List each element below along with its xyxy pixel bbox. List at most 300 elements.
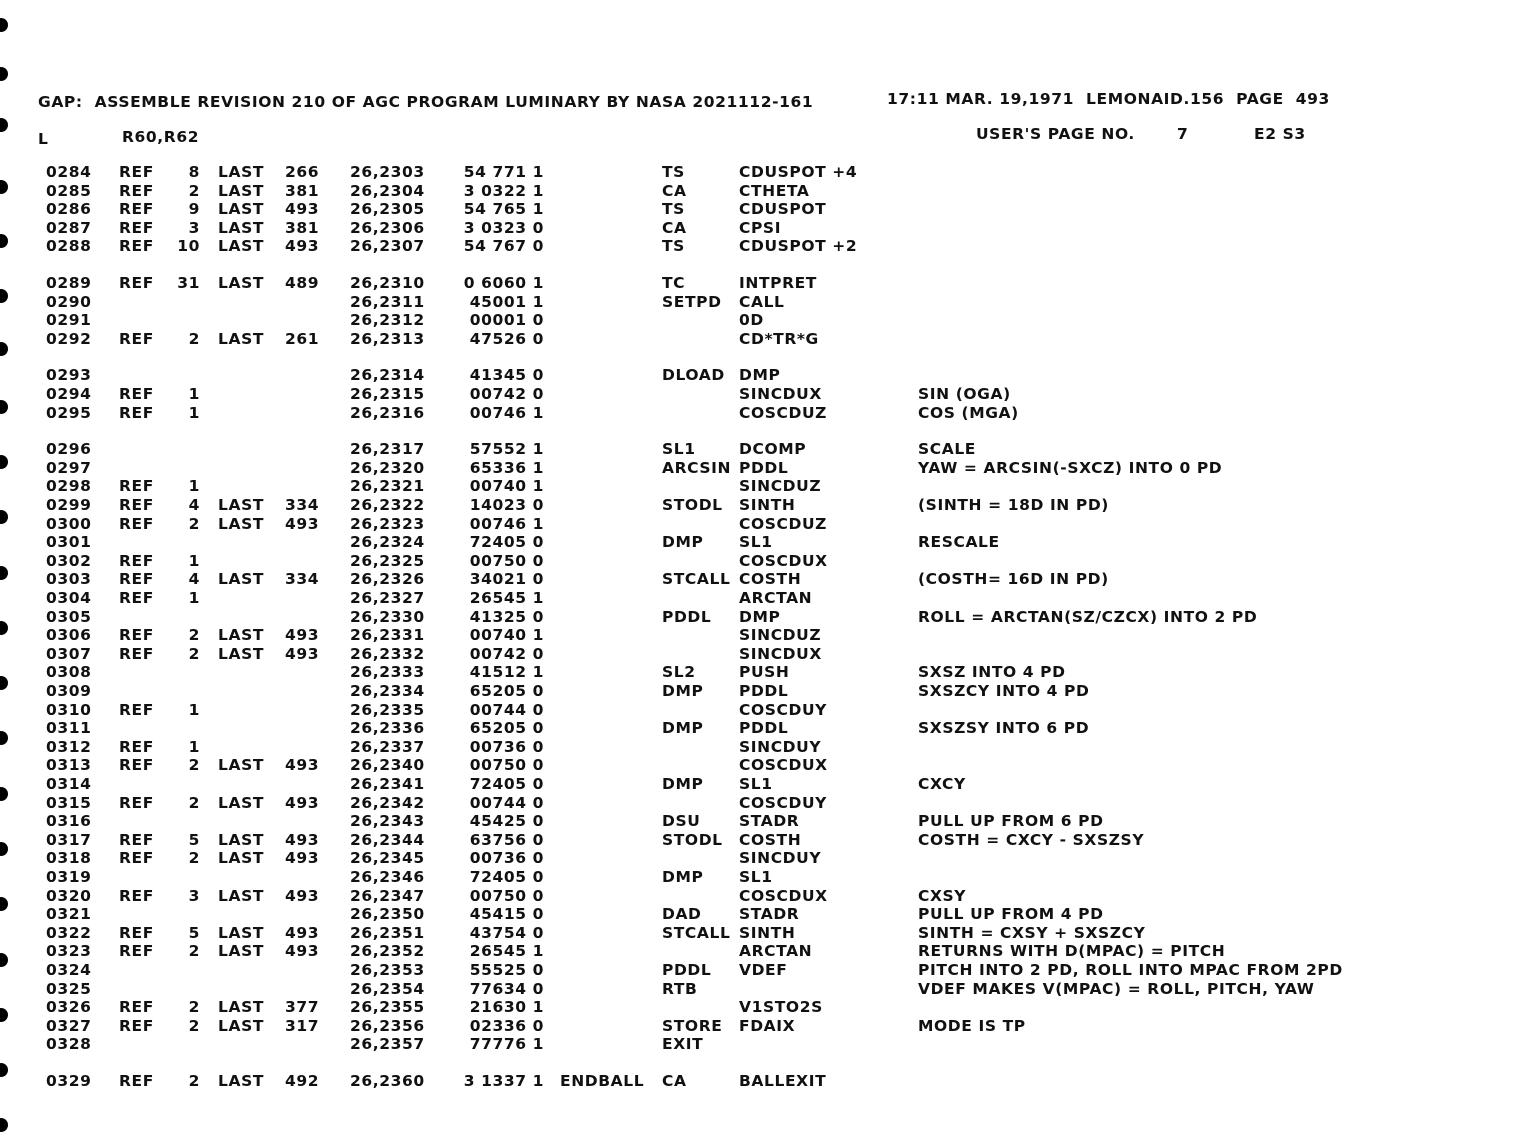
operand: 0D [739, 311, 764, 330]
octal-code: 00746 1 [469, 514, 544, 533]
listing-row [0, 738, 1536, 757]
line-number: 0287 [46, 218, 92, 237]
memory-address: 26,2355 [350, 998, 425, 1017]
operand: COSCDUY [739, 793, 827, 812]
listing-row [0, 868, 1536, 887]
last-page: 493 [285, 237, 320, 256]
ref-keyword: REF [119, 998, 154, 1017]
line-number: 0289 [46, 274, 92, 292]
octal-code: 26545 1 [469, 942, 544, 961]
ref-count: 2 [188, 1016, 200, 1035]
line-number: 0303 [46, 570, 92, 589]
octal-code: 45001 1 [469, 292, 544, 311]
ref-keyword: REF [119, 477, 154, 496]
opcode: DAD [662, 905, 702, 924]
octal-code: 47526 0 [469, 329, 544, 348]
ref-keyword: REF [119, 849, 154, 868]
octal-code: 41345 0 [469, 366, 544, 385]
octal-code: 65336 1 [469, 458, 544, 477]
line-number: 0324 [46, 961, 92, 979]
last-page: 493 [285, 644, 320, 663]
listing-row [0, 905, 1536, 924]
ref-count: 4 [188, 496, 200, 514]
ref-keyword: REF [119, 551, 154, 570]
ref-count: 2 [188, 1072, 200, 1090]
operand: ARCTAN [739, 589, 813, 607]
line-number: 0305 [46, 607, 92, 626]
operand: FDAIX [739, 1016, 796, 1035]
ref-keyword: REF [119, 181, 154, 200]
memory-address: 26,2332 [350, 644, 425, 663]
memory-address: 26,2321 [350, 477, 425, 496]
ref-keyword: REF [119, 570, 154, 589]
memory-address: 26,2350 [350, 905, 425, 924]
octal-code: 00744 0 [469, 700, 544, 719]
last-keyword: LAST [218, 496, 265, 514]
last-keyword: LAST [218, 274, 265, 292]
listing-row [0, 831, 1536, 850]
memory-address: 26,2322 [350, 496, 425, 514]
line-number: 0286 [46, 200, 92, 219]
memory-address: 26,2307 [350, 237, 425, 256]
listing-row [0, 719, 1536, 738]
octal-code: 26545 1 [469, 589, 544, 607]
last-page: 493 [285, 793, 320, 812]
octal-code: 57552 1 [469, 440, 544, 459]
line-number: 0300 [46, 514, 92, 533]
last-keyword: LAST [218, 514, 265, 533]
listing-row [0, 663, 1536, 682]
listing-row [0, 812, 1536, 831]
opcode: STODL [662, 830, 723, 849]
memory-address: 26,2320 [350, 458, 425, 477]
operand: SL1 [739, 533, 773, 552]
memory-address: 26,2351 [350, 923, 425, 942]
line-number: 0292 [46, 329, 92, 348]
line-number: 0311 [46, 719, 92, 738]
opcode: TS [662, 237, 685, 256]
memory-address: 26,2326 [350, 570, 425, 589]
header-timestamp: 17:11 MAR. 19,1971 LEMONAID.156 PAGE 493 [887, 90, 1330, 108]
opcode: PDDL [662, 961, 712, 979]
octal-code: 00740 1 [469, 626, 544, 645]
line-number: 0299 [46, 496, 92, 514]
octal-code: 77634 0 [469, 979, 544, 998]
ref-keyword: REF [119, 200, 154, 219]
comment: MODE IS TP [918, 1016, 1026, 1035]
operand: BALLEXIT [739, 1072, 827, 1090]
octal-code: 54 765 1 [463, 200, 544, 219]
last-page: 493 [285, 886, 320, 905]
listing-row [0, 849, 1536, 868]
ref-keyword: REF [119, 793, 154, 812]
operand: V1STO2S [739, 998, 823, 1017]
octal-code: 43754 0 [469, 923, 544, 942]
ref-count: 3 [188, 218, 200, 237]
octal-code: 45415 0 [469, 905, 544, 924]
last-page: 493 [285, 830, 320, 849]
octal-code: 72405 0 [469, 533, 544, 552]
opcode: STCALL [662, 570, 731, 589]
listing-row [0, 163, 1536, 182]
operand: CPSI [739, 218, 782, 237]
memory-address: 26,2356 [350, 1016, 425, 1035]
comment: SINTH = CXSY + SXSZCY [918, 923, 1146, 942]
last-page: 492 [285, 1072, 320, 1090]
listing-row [0, 645, 1536, 664]
octal-code: 00736 0 [469, 737, 544, 756]
operand: DCOMP [739, 440, 807, 459]
last-keyword: LAST [218, 1072, 265, 1090]
last-keyword: LAST [218, 181, 265, 200]
opcode: TS [662, 163, 685, 181]
line-number: 0301 [46, 533, 92, 552]
listing-row [0, 924, 1536, 943]
sheet-code: E2 S3 [1254, 125, 1306, 143]
memory-address: 26,2330 [350, 607, 425, 626]
line-number: 0314 [46, 775, 92, 793]
operand: PUSH [739, 663, 790, 682]
memory-address: 26,2323 [350, 514, 425, 533]
memory-address: 26,2353 [350, 961, 425, 979]
memory-address: 26,2313 [350, 329, 425, 348]
line-number: 0304 [46, 589, 92, 607]
ref-count: 1 [188, 589, 200, 607]
ref-keyword: REF [119, 886, 154, 905]
ref-keyword: REF [119, 514, 154, 533]
comment: SIN (OGA) [918, 385, 1011, 403]
memory-address: 26,2341 [350, 775, 425, 793]
last-page: 493 [285, 849, 320, 868]
ref-count: 2 [188, 514, 200, 533]
last-page: 266 [285, 163, 320, 181]
ref-keyword: REF [119, 329, 154, 348]
operand: SINTH [739, 496, 796, 514]
ref-count: 1 [188, 477, 200, 496]
listing-row [0, 311, 1536, 330]
ref-keyword: REF [119, 737, 154, 756]
last-keyword: LAST [218, 626, 265, 645]
operand: SINCDUX [739, 644, 822, 663]
memory-address: 26,2336 [350, 719, 425, 738]
comment: PULL UP FROM 6 PD [918, 812, 1104, 831]
ref-count: 2 [188, 329, 200, 348]
memory-address: 26,2304 [350, 181, 425, 200]
listing-row [0, 794, 1536, 813]
ref-count: 1 [188, 737, 200, 756]
operand: SINCDUY [739, 849, 822, 868]
operand: CDUSPOT +2 [739, 237, 858, 256]
comment: PULL UP FROM 4 PD [918, 905, 1104, 924]
opcode: RTB [662, 979, 698, 998]
ref-count: 8 [188, 163, 200, 181]
header-title: GAP: ASSEMBLE REVISION 210 OF AGC PROGRAM LUMINARY BY NASA 2021112-161 [38, 93, 814, 111]
comment: YAW = ARCSIN(-SXCZ) INTO 0 PD [918, 458, 1223, 477]
last-keyword: LAST [218, 644, 265, 663]
line-number: 0327 [46, 1016, 92, 1035]
opcode: DMP [662, 868, 704, 886]
memory-address: 26,2334 [350, 682, 425, 700]
ref-count: 2 [188, 181, 200, 200]
ref-count: 1 [188, 700, 200, 719]
last-page: 493 [285, 200, 320, 219]
operand: CALL [739, 292, 785, 311]
last-keyword: LAST [218, 200, 265, 219]
memory-address: 26,2325 [350, 551, 425, 570]
ref-count: 2 [188, 849, 200, 868]
operand: ARCTAN [739, 942, 813, 961]
operand: CTHETA [739, 181, 810, 200]
operand: PDDL [739, 719, 789, 738]
line-number: 0321 [46, 905, 92, 924]
listing-row [0, 998, 1536, 1017]
ref-keyword: REF [119, 496, 154, 514]
ref-count: 5 [188, 830, 200, 849]
last-keyword: LAST [218, 998, 265, 1017]
listing-row [0, 182, 1536, 201]
octal-code: 00742 0 [469, 644, 544, 663]
operand: COSCDUX [739, 551, 828, 570]
line-number: 0316 [46, 812, 92, 831]
line-number: 0315 [46, 793, 92, 812]
octal-code: 00740 1 [469, 477, 544, 496]
ref-count: 2 [188, 756, 200, 775]
comment: (COSTH= 16D IN PD) [918, 570, 1109, 589]
opcode: EXIT [662, 1035, 704, 1054]
memory-address: 26,2327 [350, 589, 425, 607]
ref-keyword: REF [119, 1016, 154, 1035]
last-keyword: LAST [218, 793, 265, 812]
ref-count: 1 [188, 385, 200, 403]
opcode: DMP [662, 533, 704, 552]
listing-row [0, 942, 1536, 961]
listing-row [0, 404, 1536, 423]
comment: COSTH = CXCY - SXSZSY [918, 830, 1145, 849]
memory-address: 26,2312 [350, 311, 425, 330]
octal-code: 3 1337 1 [463, 1072, 544, 1090]
operand: SL1 [739, 775, 773, 793]
line-number: 0307 [46, 644, 92, 663]
octal-code: 45425 0 [469, 812, 544, 831]
operand: COSCDUY [739, 700, 827, 719]
last-keyword: LAST [218, 756, 265, 775]
user-page-number: 7 [1177, 125, 1189, 143]
ref-count: 5 [188, 923, 200, 942]
ref-count: 2 [188, 644, 200, 663]
listing-row [0, 961, 1536, 980]
listing-row [0, 366, 1536, 385]
line-number: 0329 [46, 1072, 92, 1090]
operand: SL1 [739, 868, 773, 886]
opcode: STODL [662, 496, 723, 514]
ref-keyword: REF [119, 942, 154, 961]
line-number: 0328 [46, 1035, 92, 1054]
comment: RESCALE [918, 533, 1000, 552]
comment: CXCY [918, 775, 966, 793]
memory-address: 26,2303 [350, 163, 425, 181]
ref-keyword: REF [119, 163, 154, 181]
octal-code: 34021 0 [469, 570, 544, 589]
listing-row [0, 775, 1536, 794]
listing-row [0, 887, 1536, 906]
line-number: 0290 [46, 292, 92, 311]
last-keyword: LAST [218, 942, 265, 961]
octal-code: 41325 0 [469, 607, 544, 626]
listing-row [0, 219, 1536, 238]
line-number: 0325 [46, 979, 92, 998]
line-number: 0323 [46, 942, 92, 961]
listing-row [0, 515, 1536, 534]
ref-keyword: REF [119, 700, 154, 719]
listing-row [0, 237, 1536, 256]
operand: SINCDUZ [739, 477, 822, 496]
memory-address: 26,2305 [350, 200, 425, 219]
octal-code: 72405 0 [469, 775, 544, 793]
ref-count: 1 [188, 403, 200, 422]
memory-address: 26,2315 [350, 385, 425, 403]
comment: SXSZCY INTO 4 PD [918, 682, 1090, 700]
comment: CXSY [918, 886, 967, 905]
line-number: 0288 [46, 237, 92, 256]
operand: INTPRET [739, 274, 817, 292]
memory-address: 26,2345 [350, 849, 425, 868]
operand: STADR [739, 905, 800, 924]
last-keyword: LAST [218, 1016, 265, 1035]
listing-row [0, 756, 1536, 775]
opcode: SL2 [662, 663, 696, 682]
listing-row [0, 274, 1536, 293]
last-page: 317 [285, 1016, 320, 1035]
line-number: 0297 [46, 458, 92, 477]
octal-code: 0 6060 1 [463, 274, 544, 292]
octal-code: 63756 0 [469, 830, 544, 849]
line-number: 0291 [46, 311, 92, 330]
line-number: 0285 [46, 181, 92, 200]
octal-code: 65205 0 [469, 719, 544, 738]
operand: PDDL [739, 682, 789, 700]
octal-code: 00736 0 [469, 849, 544, 868]
memory-address: 26,2352 [350, 942, 425, 961]
opcode: PDDL [662, 607, 712, 626]
last-keyword: LAST [218, 886, 265, 905]
ref-count: 2 [188, 793, 200, 812]
comment: RETURNS WITH D(MPAC) = PITCH [918, 942, 1226, 961]
listing-row [0, 1017, 1536, 1036]
comment: SXSZ INTO 4 PD [918, 663, 1066, 682]
listing-row [0, 980, 1536, 999]
octal-code: 3 0323 0 [463, 218, 544, 237]
octal-code: 14023 0 [469, 496, 544, 514]
octal-code: 3 0322 1 [463, 181, 544, 200]
last-page: 493 [285, 942, 320, 961]
ref-keyword: REF [119, 644, 154, 663]
listing-row [0, 608, 1536, 627]
line-number: 0319 [46, 868, 92, 886]
last-page: 261 [285, 329, 320, 348]
ref-keyword: REF [119, 923, 154, 942]
comment: (SINTH = 18D IN PD) [918, 496, 1109, 514]
operand: DMP [739, 607, 781, 626]
last-keyword: LAST [218, 849, 265, 868]
line-number: 0306 [46, 626, 92, 645]
line-number: 0320 [46, 886, 92, 905]
last-page: 334 [285, 496, 320, 514]
octal-code: 72405 0 [469, 868, 544, 886]
line-number: 0293 [46, 366, 92, 385]
listing-row [0, 589, 1536, 608]
memory-address: 26,2311 [350, 292, 425, 311]
opcode: ARCSIN [662, 458, 732, 477]
listing-row [0, 533, 1536, 552]
octal-code: 00744 0 [469, 793, 544, 812]
line-number: 0308 [46, 663, 92, 682]
memory-address: 26,2333 [350, 663, 425, 682]
listing-row [0, 552, 1536, 571]
last-page: 493 [285, 756, 320, 775]
operand: DMP [739, 366, 781, 385]
octal-code: 54 771 1 [463, 163, 544, 181]
line-number: 0294 [46, 385, 92, 403]
ref-count: 1 [188, 551, 200, 570]
ref-count: 2 [188, 998, 200, 1017]
listing-row [0, 459, 1536, 478]
line-number: 0312 [46, 737, 92, 756]
listing-row [0, 496, 1536, 515]
opcode: TC [662, 274, 686, 292]
last-page: 377 [285, 998, 320, 1017]
memory-address: 26,2316 [350, 403, 425, 422]
octal-code: 65205 0 [469, 682, 544, 700]
ref-keyword: REF [119, 274, 154, 292]
operand: COSCDUX [739, 756, 828, 775]
memory-address: 26,2342 [350, 793, 425, 812]
line-number: 0318 [46, 849, 92, 868]
opcode: STORE [662, 1016, 723, 1035]
last-page: 493 [285, 626, 320, 645]
line-number: 0298 [46, 477, 92, 496]
opcode: DMP [662, 775, 704, 793]
listing-row [0, 330, 1536, 349]
opcode: CA [662, 218, 687, 237]
ref-keyword: REF [119, 626, 154, 645]
opcode: SL1 [662, 440, 696, 459]
last-keyword: LAST [218, 570, 265, 589]
memory-address: 26,2324 [350, 533, 425, 552]
ref-keyword: REF [119, 830, 154, 849]
opcode: DMP [662, 719, 704, 738]
memory-address: 26,2331 [350, 626, 425, 645]
memory-address: 26,2354 [350, 979, 425, 998]
listing-row [0, 1072, 1536, 1091]
operand: COSTH [739, 570, 802, 589]
octal-code: 00746 1 [469, 403, 544, 422]
last-keyword: LAST [218, 329, 265, 348]
operand: COSCDUX [739, 886, 828, 905]
comment: COS (MGA) [918, 403, 1019, 422]
last-keyword: LAST [218, 237, 265, 256]
listing-row [0, 477, 1536, 496]
operand: SINCDUX [739, 385, 822, 403]
operand: PDDL [739, 458, 789, 477]
line-number: 0284 [46, 163, 92, 181]
ref-count: 2 [188, 626, 200, 645]
section-name: R60,R62 [122, 128, 200, 146]
listing-row [0, 1035, 1536, 1054]
octal-code: 41512 1 [469, 663, 544, 682]
line-number: 0317 [46, 830, 92, 849]
operand: COSCDUZ [739, 403, 827, 422]
comment: SCALE [918, 440, 976, 459]
